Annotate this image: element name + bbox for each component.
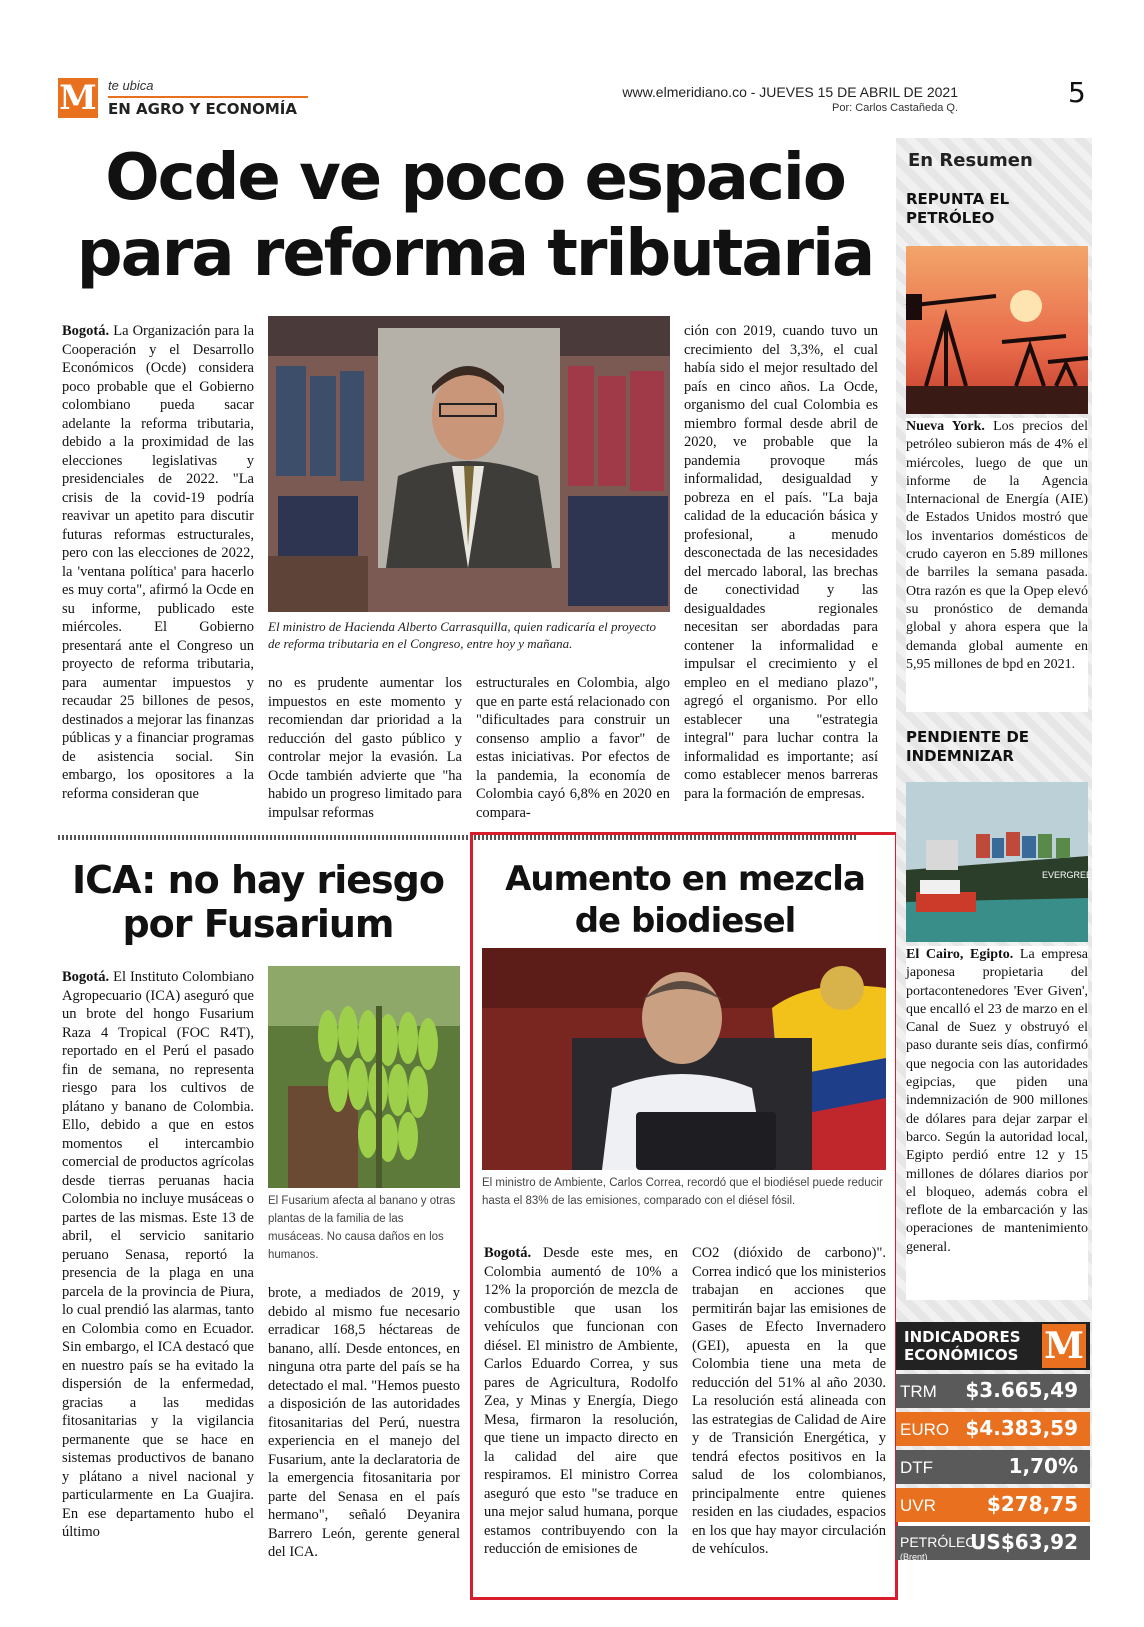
main-article-col3: estructurales en Colombia, algo que en parte está relacionado con "dificultades para construir un consenso amplio a favor" de estas iniciativas. Por efectos de la pandemia, la economía de Colombia cayó 6,8% en 2020 en compara- xyxy=(476,675,670,821)
ica-headline: ICA: no hay riesgo por Fusarium xyxy=(72,858,444,946)
ica-photo-caption: El Fusarium afecta al banano y otras plantas de la familia de las musáceas. No causa daños en los humanos. xyxy=(268,1195,456,1261)
banana-plant-photo xyxy=(268,966,460,1188)
main-article-col1 xyxy=(62,322,254,828)
indicator-label: PETRÓLEO xyxy=(900,1534,977,1550)
biodiesel-article-col1 xyxy=(484,1244,678,1584)
sidebar-title: En Resumen xyxy=(908,150,1033,171)
indicator-row-trm xyxy=(896,1374,1090,1408)
indicators-logo: M xyxy=(1042,1324,1086,1368)
sidebar-item1-dateline: Nueva York. xyxy=(906,419,985,434)
oil-pumps-photo xyxy=(906,246,1088,414)
biodiesel-article-col2: CO2 (dióxido de carbono)". Correa indicó que los ministerios trabajan en acciones que permitirán bajar las emisiones de Gases de Efecto Invernadero (GEI), apuesta en la que Colombia tiene una meta de reducción del 51% al año 2030. La resolución está alineada con las estrategias de Calidad de Aire y de Transición Energética, y tendrá efectos positivos en la salud de los colombianos, principalmente entre quienes residen en las ciudades, espacios en los que hay mayor circulación de vehículos. xyxy=(692,1245,886,1557)
minister-correa-photo xyxy=(482,948,886,1170)
main-col1-text: La Organización para la Cooperación y el Desarrollo Económicos (Ocde) considera poco probable que el Gobierno colombiano pueda sacar adelante la reforma tributaria, debido a la proximidad de las elecciones legislativas y presidenciales de 2022. "La crisis de la covid-19 podría reavivar un apetito para discutir futuras reformas estructurales, pero con las elecciones de 2022, la 'ventana política' para hacerlo es muy corta", afirmó la Ocde en su informe, publicado este miércoles. El Gobierno presentará ante el Congreso un proyecto de reforma tributaria, para aumentar impuestos y recaudar 25 billones de pesos, destinados a mejorar las finanzas públicas y a financiar programas de asistencia social. Sin embargo, los opositores a la reforma consideran que xyxy=(62,323,254,802)
section-rule xyxy=(108,96,308,98)
sidebar-item2-text xyxy=(906,946,1088,1300)
biodiesel-headline: Aumento en mezcla de biodiesel xyxy=(505,859,865,941)
container-ship-image xyxy=(906,782,1099,942)
sidebar-item2-dateline: El Cairo, Egipto. xyxy=(906,947,1014,962)
indicators-title: INDICADORES ECONÓMICOS xyxy=(904,1328,1021,1364)
indicator-value: $3.665,49 xyxy=(965,1378,1078,1402)
indicator-label: UVR xyxy=(900,1496,936,1515)
section-title: EN AGRO Y ECONOMÍA xyxy=(108,100,297,118)
banana-bunch-image xyxy=(268,966,460,1188)
oil-pump-silhouette-image xyxy=(906,246,1088,414)
clothing-store-photo-image xyxy=(268,316,670,612)
biodiesel-photo-caption: El ministro de Ambiente, Carlos Correa, recordó que el biodiésel puede reducir hasta el 83% de las emisiones, comparado con el diésel fósil. xyxy=(482,1177,883,1207)
sidebar-item2-body: La empresa japonesa propietaria del portacontenedores 'Ever Given', que encalló el 23 de marzo en el Canal de Suez y obstruyó el paso durante seis días, confirmó que negocia con las autoridades egipcias, que piden una indemnización de 900 millones de dólares para dejar zarpar el barco. Según la autoridad local, Egipto perdió entre 12 y 15 millones de dólares diarios por el bloqueo, además cobra el reflote de la embarcación y las operaciones de mantenimiento general. xyxy=(906,947,1088,1255)
newspaper-logo: M xyxy=(59,78,97,118)
date-line: www.elmeridiano.co - JUEVES 15 DE ABRIL DE 2021 xyxy=(622,84,958,100)
main-dateline: Bogotá. xyxy=(62,323,110,339)
indicator-row-petroleo xyxy=(896,1526,1090,1560)
main-photo-caption: El ministro de Hacienda Alberto Carrasquilla, quien radicaría el proyecto de reforma tributaria en el Congreso, entre hoy y mañana. xyxy=(268,619,657,651)
indicator-row-uvr xyxy=(896,1488,1090,1522)
indicator-row-dtf xyxy=(896,1450,1090,1484)
indicator-label: TRM xyxy=(900,1382,937,1401)
sidebar-item2-heading: PENDIENTE DE INDEMNIZAR xyxy=(906,728,1030,765)
sidebar-item1-body: Los precios del petróleo subieron más de 4% el miércoles, luego de que un informe de la Agencia Internacional de Energía (AIE) de Estados Unidos mostró que los inventarios domésticos de crudo cayeron en 5.89 millones de barriles la semana pasada. Otra razón es que la Opep elevó su pronóstico de demanda global y ahora espera que la demanda global aumente en 5,95 millones de bpd en 2021. xyxy=(906,419,1088,672)
section-tagline: te ubica xyxy=(108,78,154,93)
indicator-label: DTF xyxy=(900,1458,934,1477)
biodiesel-col1-text: Desde este mes, en Colombia aumentó de 10% a 12% la proporción de mezcla de combustible que usan los vehículos que funcionan con diésel. El ministro de Ambiente, Carlos Eduardo Correa, y sus pares de Agricultura, Rodolfo Zea, y Minas y Energía, Diego Mesa, firmaron la resolución, que tiene un impacto directo en la calidad del aire que respiramos. El ministro Correa aseguró que esto "se traduce en una mejor salud humana, porque estamos contribuyendo con la reducción de emisiones de xyxy=(484,1245,678,1557)
ica-col1-text: El Instituto Colombiano Agropecuario (ICA) aseguró que un brote del hongo Fusarium Raza 4 Tropical (FOC R4T), reportado en el Perú el pasado fin de semana, no representa riesgo para los cultivos de plátano y banano de Colombia. Ello, debido a que en estos momentos el intercambio comercial de productos agrícolas desde tierras peruanas hacia Colombia no incluye musáceas o partes de las mismas. Este 13 de abril, el servicio sanitario peruano Senasa, reportó la presencia de la plaga en una parcela de la provincia de Piura, lo cual prendió las alarmas, tanto en Colombia como en Ecuador. Sin embargo, el ICA destacó que en nuestro país se ha evitado la dispersión de la enfermedad, gracias a las medidas fitosanitarias y la vigilancia permanente que se hace en sistemas productivos de banano y plátano a nivel nacional y particularmente en La Guajira. En ese departamento hubo el último xyxy=(62,969,254,1540)
minister-office-image xyxy=(482,948,886,1170)
indicator-label: EURO xyxy=(900,1420,950,1439)
minister-carrasquilla-photo xyxy=(268,316,670,612)
biodiesel-dateline: Bogotá. xyxy=(484,1245,532,1261)
indicator-value: 1,70% xyxy=(1008,1454,1078,1478)
main-article-col4: ción con 2019, cuando tuvo un crecimiento del 3,3%, el cual había sido el mejor resultado del país en cinco años. La Ocde, organismo del cual Colombia es miembro formal desde abril de 2020, ve probable que la pandemia provoque más informalidad, desigualdad y pobreza en el país. "La baja calidad de la educación básica y profesional, a menudo desconectada de las necesidades del mercado laboral, las brechas de conectividad y las desigualdades regionales necesitan ser abordadas para contener la informalidad e impulsar el crecimiento y el empleo en el mediano plazo", agregó el organismo. Por ello establecer una "estrategia integral" para luchar contra la informalidad es importante; así como establecer menos barreras para la formación de empresas. xyxy=(684,323,878,802)
main-headline: Ocde ve poco espacio para reforma tributaria xyxy=(76,141,874,291)
ica-article-col1 xyxy=(62,968,254,1572)
ica-dateline: Bogotá. xyxy=(62,969,110,985)
ica-article-col2: brote, a mediados de 2019, y debido al mismo fue necesario erradicar 168,5 héctareas de banano, allí. Desde entonces, en ninguna otra parte del país se ha detectado el mal. "Hemos puesto a disposición de las autoridades fitosanitarias del Perú, nuestra experiencia en el manejo del Fusarium, ante la declaratoria de la emergencia fitosanitaria por parte del Senasa en el país hermano", señaló Deyanira Barrero León, gerente general del ICA. xyxy=(268,1285,460,1560)
sidebar-item1-text xyxy=(906,418,1088,712)
indicator-sublabel: (Brent) xyxy=(900,1552,928,1562)
sidebar-item1-heading: REPUNTA EL PETRÓLEO xyxy=(906,190,1010,227)
ever-given-ship-photo xyxy=(906,782,1099,942)
page-number: 5 xyxy=(1068,76,1086,109)
indicator-value: US$63,92 xyxy=(970,1530,1078,1554)
main-article-col2: no es prudente aumentar los impuestos en este momento y recomiendan dar prioridad a la reducción del gasto público y controlar mejor la evasión. La Ocde también advierte que "ha habido un progreso limitado para impulsar reformas xyxy=(268,675,462,821)
indicator-row-euro xyxy=(896,1412,1090,1446)
indicator-value: $4.383,59 xyxy=(965,1416,1078,1440)
ship-name-label: EVERGREEN xyxy=(1042,870,1099,880)
byline: Por: Carlos Castañeda Q. xyxy=(832,102,958,114)
indicator-value: $278,75 xyxy=(986,1492,1078,1516)
